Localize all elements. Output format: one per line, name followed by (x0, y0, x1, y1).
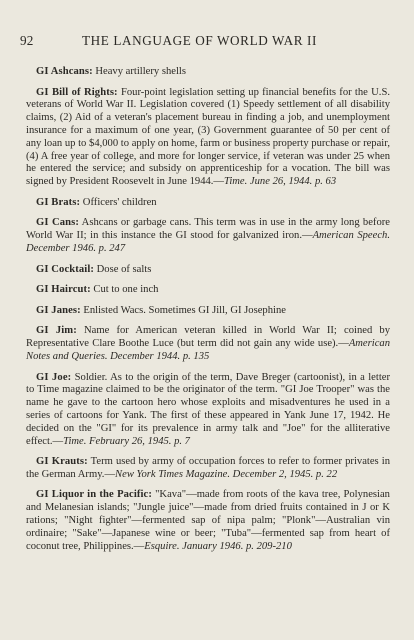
glossary-entry (26, 264, 390, 277)
entry-term: GI Krauts: (36, 456, 88, 468)
page-header (20, 33, 394, 49)
entry-source: Time. February 26, 1945. p. 7 (63, 435, 190, 447)
entry-source: Esquire. January 1946. p. 209-210 (144, 540, 292, 552)
glossary-entry (26, 197, 390, 210)
glossary-entry (26, 66, 390, 79)
entry-term: GI Bill of Rights: (36, 86, 118, 98)
entry-definition: Heavy artillery shells (92, 66, 186, 77)
glossary-entry (26, 456, 390, 482)
entry-definition: Name for American veteran killed in World War II; coined by Representative Clare Boothe Luce (but term did not gain any wide use).— (26, 325, 390, 350)
entry-source: American Notes and Queries. December 1944. p. 135 (26, 338, 390, 362)
glossary-entries (26, 66, 390, 561)
entry-definition: Dose of salts (94, 263, 152, 275)
entry-definition: Four-point legislation setting up financial benefits for the U.S. veterans of World War II. Legislation covered (1) Speedy settlement of all disability claims, (2) Aid of a veteran's placement bureau in finding a job, and unemployment insurance for a maximum of one year, (3) Government guarantee of 50 per cent of any loan up to $4,000 to apply on home, farm or business property purchase or repair, (4) A free year of college, and more for longer service, if veteran was under 25 when he entered the service; and subsidy on apprenticeship for a vocation. The bill was signed by President Roosevelt in June 1944.— (26, 86, 390, 188)
entry-source: American Speech. December 1946. p. 247 (26, 230, 390, 254)
glossary-entry (26, 284, 390, 297)
entry-definition: Officers' children (80, 196, 157, 208)
entry-definition: Cut to one inch (90, 284, 159, 296)
running-title: THE LANGUAGE OF WORLD WAR II (82, 33, 317, 48)
glossary-entry (26, 87, 390, 189)
entry-term: GI Jim: (36, 325, 77, 337)
entry-term: GI Liquor in the Pacific: (36, 489, 152, 501)
entry-term: GI Cocktail: (36, 263, 94, 275)
glossary-entry (26, 325, 390, 363)
page-number: 92 (20, 33, 34, 48)
entry-term: GI Ashcans: (36, 66, 93, 77)
glossary-entry (26, 305, 390, 318)
entry-definition: Enlisted Wacs. Sometimes GI Jill, GI Josephine (80, 304, 286, 316)
entry-term: GI Brats: (36, 196, 81, 208)
entry-source: Time. June 26, 1944. p. 63 (224, 176, 337, 188)
entry-term: GI Joe: (36, 371, 72, 383)
entry-term: GI Janes: (36, 304, 81, 316)
entry-source: New York Times Magazine. December 2, 1945. p. 22 (115, 468, 338, 480)
entry-definition: Ashcans or garbage cans. This term was in use in the army long before World War II; in this instance the GI stood for galvanized iron.— (26, 217, 390, 242)
entry-definition: "Kava"—made from roots of the kava tree, Polynesian and Melanesian islands; "Jungle juice"—made from dried fruits contained in J or K rations; "Night fighter"—fermented sap of nipa palm; "Plonk"—Australian vin ordinaire; "Sake"—Japanese wine or beer; "Tuba"—fermented sap from heart of coconut tree, Philippines.— (26, 489, 390, 552)
entry-definition: Term used by army of occupation forces to refer to former privates in the German Army.— (26, 456, 390, 480)
entry-term: GI Haircut: (36, 284, 91, 296)
entry-term: GI Cans: (36, 217, 79, 229)
glossary-entry (26, 489, 390, 553)
glossary-entry (26, 217, 390, 255)
glossary-entry (26, 372, 390, 449)
entry-definition: Soldier. As to the origin of the term, Dave Breger (cartoonist), in a letter to Time magazine claimed to be the originator of the term. "GI Joe Trooper" was the name he gave to the cartoon hero whose exploits and misadventures he used in a series of cartoons for Yank. The first of these appeared in Yank June 17, 1942. He decided on the "GI" for its prevalence in army talk and "Joe" for the alliterative effect.— (26, 371, 390, 447)
